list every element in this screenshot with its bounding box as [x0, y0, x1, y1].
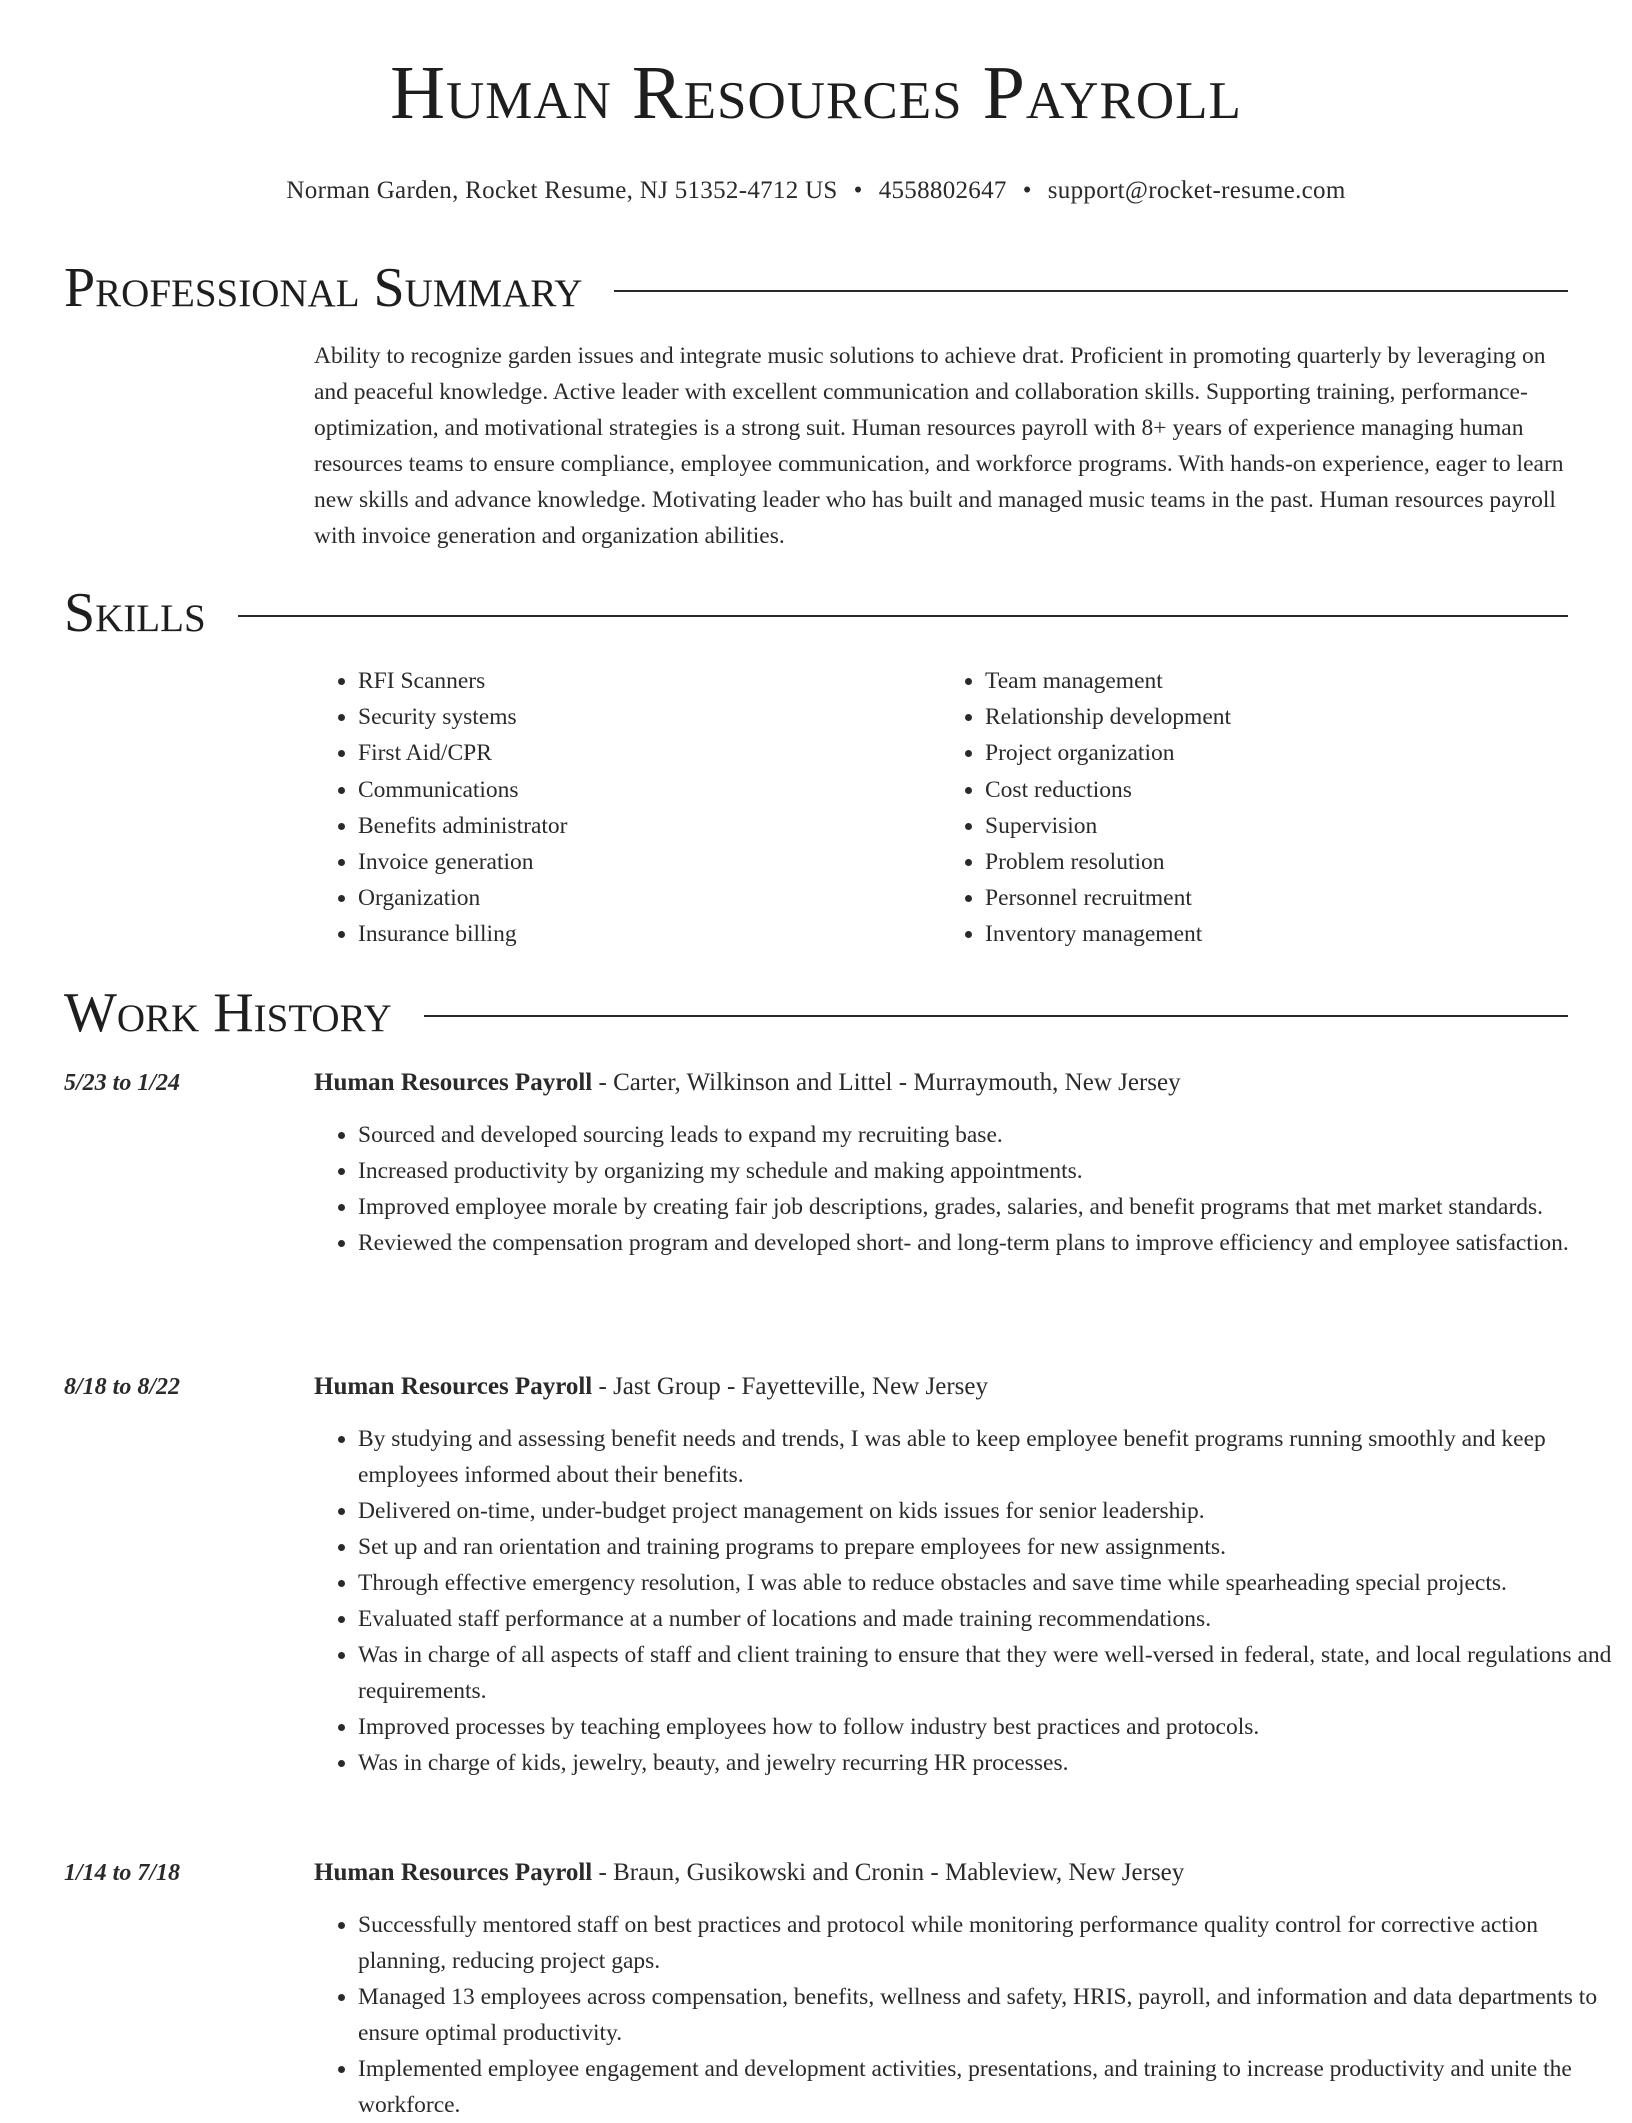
section-divider [238, 615, 1568, 617]
candidate-name: Human Resources Payroll [390, 51, 1242, 135]
job-heading [314, 1369, 1568, 1405]
skill-item: • Organization [358, 880, 941, 916]
job-bullet: • Delivered on-time, under-budget project management on kids issues for senior leadership. [358, 1493, 1612, 1529]
skill-item: • Cost reductions [985, 772, 1568, 808]
skill-item: • RFI Scanners [358, 663, 941, 699]
job-bullet: • Implemented employee engagement and development activities, presentations, and training to increase productivity and unite the workforce. [358, 2051, 1612, 2123]
section-divider [614, 290, 1568, 292]
skill-item: • Supervision [985, 808, 1568, 844]
job-role: Human Resources Payroll [314, 1069, 593, 1096]
skill-item: • Personnel recruitment [985, 880, 1568, 916]
work-section-header [64, 982, 1568, 1044]
job-dates: 8/18 to 8/22 [64, 1374, 181, 1400]
skill-item: • Security systems [358, 699, 941, 735]
job-bullet: • Increased productivity by organizing my schedule and making appointments. [358, 1153, 1612, 1189]
job-bullet: • Managed 13 employees across compensation, benefits, wellness and safety, HRIS, payroll, and information and data departments to ensure optimal productivity. [358, 1979, 1612, 2051]
skill-item: • Relationship development [985, 699, 1568, 735]
skills-list [314, 663, 1568, 953]
job-bullet: • Through effective emergency resolution, I was able to reduce obstacles and save time while spearheading special projects. [358, 1565, 1612, 1601]
skills-section-title: Skills [64, 582, 206, 644]
job-dates: 1/14 to 7/18 [64, 1860, 181, 1886]
summary-text: Ability to recognize garden issues and integrate music solutions to achieve drat. Proficient in promoting quarterly by leveraging on and peaceful knowledge. Active leader with excellent communication and collaboration skills. Supporting training, performance-optimization, and motivational strategies is a strong suit. Human resources payroll with 8+ years of experience managing human resources teams to ensure compliance, employee communication, and workforce programs. With hands-on experience, eager to learn new skills and advance knowledge. Motivating leader who has built and managed music teams in the past. Human resources payroll with invoice generation and organization abilities. [314, 343, 1564, 549]
skill-item: • Problem resolution [985, 844, 1568, 880]
skill-item: • First Aid/CPR [358, 735, 941, 771]
skill-item: • Inventory management [985, 916, 1568, 952]
job-bullet: • Evaluated staff performance at a number of locations and made training recommendations. [358, 1601, 1612, 1637]
job-heading [314, 1065, 1568, 1101]
contact-separator: • [1022, 177, 1032, 204]
contact-line [0, 174, 1632, 208]
summary-section-title: Professional Summary [64, 257, 583, 319]
skill-item: • Team management [985, 663, 1568, 699]
skill-item: • Insurance billing [358, 916, 941, 952]
job-role: Human Resources Payroll [314, 1373, 593, 1400]
job-bullet: • By studying and assessing benefit needs and trends, I was able to keep employee benefit programs running smoothly and keep employees informed about their benefits. [358, 1421, 1612, 1493]
skills-section-header [64, 582, 1568, 644]
job-bullet: • Reviewed the compensation program and developed short- and long-term plans to improve efficiency and employee satisfaction. [358, 1225, 1612, 1261]
job-employer: - Carter, Wilkinson and Littel - Murraymouth, New Jersey [592, 1069, 1181, 1096]
contact-email: support@rocket-resume.com [1047, 177, 1346, 204]
section-divider [424, 1015, 1568, 1017]
job-bullet: • Improved processes by teaching employees how to follow industry best practices and protocols. [358, 1709, 1612, 1745]
skill-item: • Benefits administrator [358, 808, 941, 844]
job-bullet-list [314, 1117, 1612, 1261]
job-role: Human Resources Payroll [314, 1859, 593, 1886]
job-employer: - Jast Group - Fayetteville, New Jersey [592, 1373, 988, 1400]
skills-column-left [314, 663, 941, 953]
job-bullet: • Successfully mentored staff on best practices and protocol while monitoring performance quality control for corrective action planning, reducing project gaps. [358, 1907, 1612, 1979]
job-bullet-list [314, 1907, 1612, 2123]
job-bullet: • Improved employee morale by creating fair job descriptions, grades, salaries, and benefit programs that met market standards. [358, 1189, 1612, 1225]
skill-item: • Communications [358, 772, 941, 808]
skills-column-right [941, 663, 1568, 953]
summary-section-header [64, 257, 1568, 319]
skill-item: • Project organization [985, 735, 1568, 771]
contact-separator: • [853, 177, 863, 204]
job-bullet: • Was in charge of kids, jewelry, beauty, and jewelry recurring HR processes. [358, 1745, 1612, 1781]
job-heading [314, 1855, 1568, 1891]
contact-address: Norman Garden, Rocket Resume, NJ 51352-4712 US [286, 177, 838, 204]
job-bullet-list [314, 1421, 1612, 1781]
contact-phone: 4558802647 [878, 177, 1007, 204]
job-bullet: • Was in charge of all aspects of staff and client training to ensure that they were well-versed in federal, state, and local regulations and requirements. [358, 1637, 1612, 1709]
job-bullet: • Sourced and developed sourcing leads to expand my recruiting base. [358, 1117, 1612, 1153]
skill-item: • Invoice generation [358, 844, 941, 880]
job-bullet: • Set up and ran orientation and training programs to prepare employees for new assignments. [358, 1529, 1612, 1565]
job-dates: 5/23 to 1/24 [64, 1070, 181, 1096]
job-employer: - Braun, Gusikowski and Cronin - Mableview, New Jersey [592, 1859, 1185, 1886]
work-section-title: Work History [64, 982, 392, 1044]
